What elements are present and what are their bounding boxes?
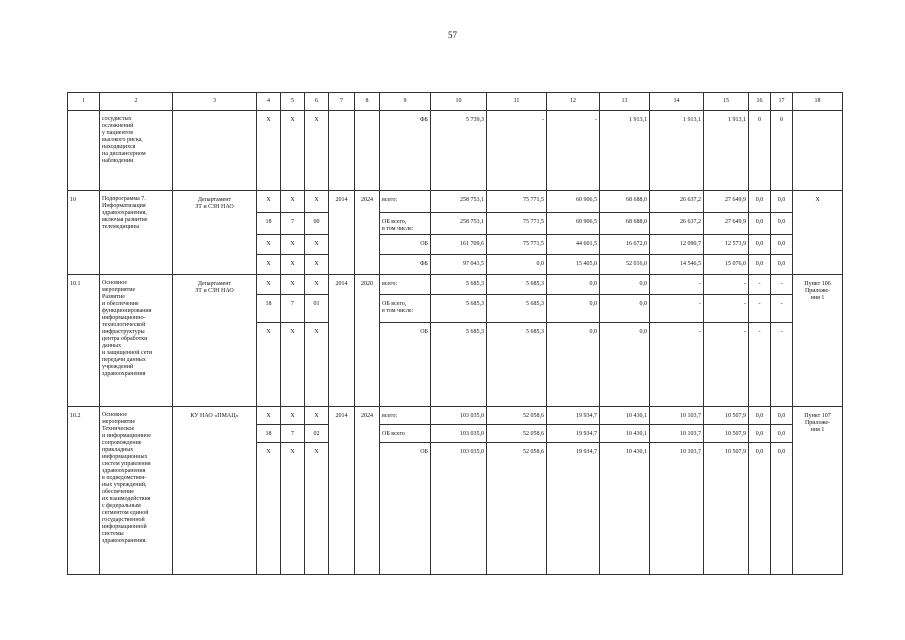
funding-source: всего: <box>380 275 431 295</box>
amount-cell: - <box>650 295 704 323</box>
amount-cell: 68 688,0 <box>600 191 650 213</box>
year-start <box>329 111 355 191</box>
amount-cell: 0,0 <box>487 255 547 275</box>
code-cell: 7 <box>281 425 305 443</box>
column-header-5: 5 <box>281 93 305 111</box>
amount-cell: 10 103,7 <box>650 407 704 425</box>
code-cell: Х <box>281 191 305 213</box>
amount-cell: - <box>704 323 749 407</box>
funding-source: ОБ всего <box>380 425 431 443</box>
amount-cell: 26 637,2 <box>650 213 704 235</box>
amount-cell: 15 405,0 <box>547 255 600 275</box>
code-cell: Х <box>281 255 305 275</box>
amount-cell: 19 934,7 <box>547 443 600 575</box>
table-row <box>68 275 843 295</box>
executor: Департамент ЗТ и СЗН НАО <box>173 191 257 275</box>
amount-cell: 0,0 <box>771 425 793 443</box>
amount-cell: - <box>771 295 793 323</box>
column-header-6: 6 <box>305 93 329 111</box>
amount-cell: - <box>749 275 771 295</box>
code-cell: Х <box>257 191 281 213</box>
amount-cell: 44 601,5 <box>547 235 600 255</box>
table-row <box>68 191 843 213</box>
column-header-15: 15 <box>704 93 749 111</box>
column-header-13: 13 <box>600 93 650 111</box>
column-header-4: 4 <box>257 93 281 111</box>
amount-cell: 52 058,6 <box>487 425 547 443</box>
amount-cell: - <box>547 111 600 191</box>
year-end: 2024 <box>355 407 380 575</box>
amount-cell: 16 672,0 <box>600 235 650 255</box>
amount-cell: - <box>771 275 793 295</box>
amount-cell: 0,0 <box>749 443 771 575</box>
note-cell: Пункт 107 Приложе- ния 1 <box>793 407 843 575</box>
amount-cell: 97 043,5 <box>431 255 487 275</box>
code-cell: Х <box>257 275 281 295</box>
amount-cell: 52 058,6 <box>487 407 547 425</box>
code-cell: Х <box>305 407 329 425</box>
column-header-12: 12 <box>547 93 600 111</box>
amount-cell: - <box>650 323 704 407</box>
amount-cell: 161 709,6 <box>431 235 487 255</box>
note-cell: Пункт 106 Приложе- ния 1 <box>793 275 843 407</box>
amount-cell: 10 430,1 <box>600 443 650 575</box>
column-header-11: 11 <box>487 93 547 111</box>
column-header-10: 10 <box>431 93 487 111</box>
funding-source: ФБ <box>380 111 431 191</box>
funding-source: ОБ <box>380 235 431 255</box>
measure-name: сосудистых осложнений у пациентов высокого риска, находящихся на диспансерном наблюдении <box>100 111 173 191</box>
amount-cell: 0,0 <box>749 255 771 275</box>
code-cell: Х <box>257 443 281 575</box>
code-cell: Х <box>257 407 281 425</box>
code-cell: Х <box>257 255 281 275</box>
amount-cell: 0,0 <box>547 295 600 323</box>
amount-cell: 5 685,3 <box>431 295 487 323</box>
code-cell: Х <box>257 323 281 407</box>
measure-name: Основное мероприятие Техническое и информационное сопровождение прикладных информационных систем управления здравоохранения в подведомствен- ных учреждений, обеспечение их взаимодействия с федеральным сегментом единой государственной информационной системы здравоохранения. <box>100 407 173 575</box>
amount-cell: - <box>487 111 547 191</box>
code-cell: Х <box>281 407 305 425</box>
amount-cell: 19 934,7 <box>547 425 600 443</box>
amount-cell: 0,0 <box>749 407 771 425</box>
amount-cell: 0,0 <box>547 323 600 407</box>
code-cell: 18 <box>257 213 281 235</box>
code-cell: 01 <box>305 295 329 323</box>
amount-cell: 0,0 <box>771 191 793 213</box>
amount-cell: 10 103,7 <box>650 425 704 443</box>
amount-cell: 12 573,9 <box>704 235 749 255</box>
amount-cell: 12 090,7 <box>650 235 704 255</box>
amount-cell: - <box>650 275 704 295</box>
column-header-9: 9 <box>380 93 431 111</box>
amount-cell: 1 913,1 <box>650 111 704 191</box>
code-cell: Х <box>305 111 329 191</box>
amount-cell: 0,0 <box>749 425 771 443</box>
amount-cell: 103 035,0 <box>431 407 487 425</box>
amount-cell: 0,0 <box>771 255 793 275</box>
amount-cell: 0 <box>771 111 793 191</box>
column-header-18: 18 <box>793 93 843 111</box>
amount-cell: 103 035,0 <box>431 443 487 575</box>
amount-cell: 5 685,3 <box>487 275 547 295</box>
row-number: 10.2 <box>68 407 100 575</box>
funding-source: ОБ <box>380 443 431 575</box>
measure-name: Подпрограмма 7. Информатизация здравоохранения, включая развитие телемедицины <box>100 191 173 275</box>
funding-source: ОБ всего, в том числе: <box>380 213 431 235</box>
amount-cell: 26 637,2 <box>650 191 704 213</box>
amount-cell: 10 507,9 <box>704 407 749 425</box>
amount-cell: 0,0 <box>600 275 650 295</box>
code-cell: 02 <box>305 425 329 443</box>
amount-cell: 10 507,9 <box>704 425 749 443</box>
amount-cell: - <box>704 275 749 295</box>
amount-cell: 258 753,1 <box>431 213 487 235</box>
executor <box>173 111 257 191</box>
funding-source: всего: <box>380 407 431 425</box>
column-header-14: 14 <box>650 93 704 111</box>
year-end <box>355 111 380 191</box>
amount-cell: 10 430,1 <box>600 407 650 425</box>
table-row <box>68 111 843 191</box>
code-cell: Х <box>281 111 305 191</box>
note-cell <box>793 111 843 191</box>
code-cell: Х <box>257 111 281 191</box>
code-cell: 18 <box>257 425 281 443</box>
funding-source: всего: <box>380 191 431 213</box>
code-cell: Х <box>305 255 329 275</box>
amount-cell: 5 685,3 <box>487 295 547 323</box>
year-end: 2020 <box>355 275 380 407</box>
table-row <box>68 407 843 425</box>
amount-cell: 0,0 <box>771 407 793 425</box>
amount-cell: 5 685,3 <box>431 323 487 407</box>
amount-cell: 15 076,0 <box>704 255 749 275</box>
year-end: 2024 <box>355 191 380 275</box>
column-header-17: 17 <box>771 93 793 111</box>
funding-source: ФБ <box>380 255 431 275</box>
amount-cell: 75 771,5 <box>487 191 547 213</box>
amount-cell: 19 934,7 <box>547 407 600 425</box>
amount-cell: 1 913,1 <box>704 111 749 191</box>
executor: КУ НАО «ПМАЦ» <box>173 407 257 575</box>
code-cell: Х <box>305 443 329 575</box>
code-cell: Х <box>305 191 329 213</box>
row-number: 10 <box>68 191 100 275</box>
table-body <box>68 111 843 575</box>
amount-cell: 5 685,3 <box>431 275 487 295</box>
amount-cell: 10 430,1 <box>600 425 650 443</box>
amount-cell: 75 771,5 <box>487 235 547 255</box>
page-number: 57 <box>448 30 457 40</box>
column-header-8: 8 <box>355 93 380 111</box>
amount-cell: 5 739,3 <box>431 111 487 191</box>
row-number: 10.1 <box>68 275 100 407</box>
amount-cell: 0,0 <box>600 295 650 323</box>
amount-cell: 103 035,0 <box>431 425 487 443</box>
funding-source: ОБ <box>380 323 431 407</box>
amount-cell: 14 546,5 <box>650 255 704 275</box>
amount-cell: 68 688,0 <box>600 213 650 235</box>
year-start: 2014 <box>329 407 355 575</box>
amount-cell: 5 685,3 <box>487 323 547 407</box>
code-cell: 7 <box>281 213 305 235</box>
measure-name: Основное мероприятие Развитие и обеспечение функционирования информационно- технологической инфраструктуры центра обработки данных и защищенной сети передачи данных учреждений здравоохранения <box>100 275 173 407</box>
amount-cell: 60 906,5 <box>547 213 600 235</box>
row-number <box>68 111 100 191</box>
amount-cell: 60 906,5 <box>547 191 600 213</box>
amount-cell: - <box>749 323 771 407</box>
code-cell: Х <box>305 275 329 295</box>
code-cell: Х <box>257 235 281 255</box>
amount-cell: 27 649,9 <box>704 191 749 213</box>
amount-cell: 10 507,9 <box>704 443 749 575</box>
column-header-16: 16 <box>749 93 771 111</box>
amount-cell: 0,0 <box>749 191 771 213</box>
amount-cell: 27 649,9 <box>704 213 749 235</box>
amount-cell: 258 753,1 <box>431 191 487 213</box>
amount-cell: 0,0 <box>771 213 793 235</box>
column-header-2: 2 <box>100 93 173 111</box>
amount-cell: 0,0 <box>771 235 793 255</box>
code-cell: Х <box>281 323 305 407</box>
note-cell: Х <box>793 191 843 275</box>
amount-cell: 75 771,5 <box>487 213 547 235</box>
code-cell: Х <box>281 235 305 255</box>
year-start: 2014 <box>329 275 355 407</box>
column-header-3: 3 <box>173 93 257 111</box>
code-cell: Х <box>305 323 329 407</box>
code-cell: Х <box>281 443 305 575</box>
amount-cell: 0,0 <box>600 323 650 407</box>
code-cell: Х <box>305 235 329 255</box>
header-row <box>68 93 843 111</box>
amount-cell: - <box>771 323 793 407</box>
amount-cell: 10 103,7 <box>650 443 704 575</box>
amount-cell: 0,0 <box>771 443 793 575</box>
column-header-7: 7 <box>329 93 355 111</box>
amount-cell: 0,0 <box>749 235 771 255</box>
amount-cell: 52 058,6 <box>487 443 547 575</box>
funding-source: ОБ всего, в том числе: <box>380 295 431 323</box>
year-start: 2014 <box>329 191 355 275</box>
budget-table <box>67 92 843 575</box>
code-cell: 7 <box>281 295 305 323</box>
amount-cell: 0 <box>749 111 771 191</box>
amount-cell: 52 016,0 <box>600 255 650 275</box>
code-cell: 18 <box>257 295 281 323</box>
amount-cell: - <box>749 295 771 323</box>
amount-cell: - <box>704 295 749 323</box>
column-header-1: 1 <box>68 93 100 111</box>
code-cell: Х <box>281 275 305 295</box>
amount-cell: 0,0 <box>749 213 771 235</box>
amount-cell: 1 913,1 <box>600 111 650 191</box>
code-cell: 00 <box>305 213 329 235</box>
amount-cell: 0,0 <box>547 275 600 295</box>
executor: Департамент ЗТ и СЗН НАО <box>173 275 257 407</box>
